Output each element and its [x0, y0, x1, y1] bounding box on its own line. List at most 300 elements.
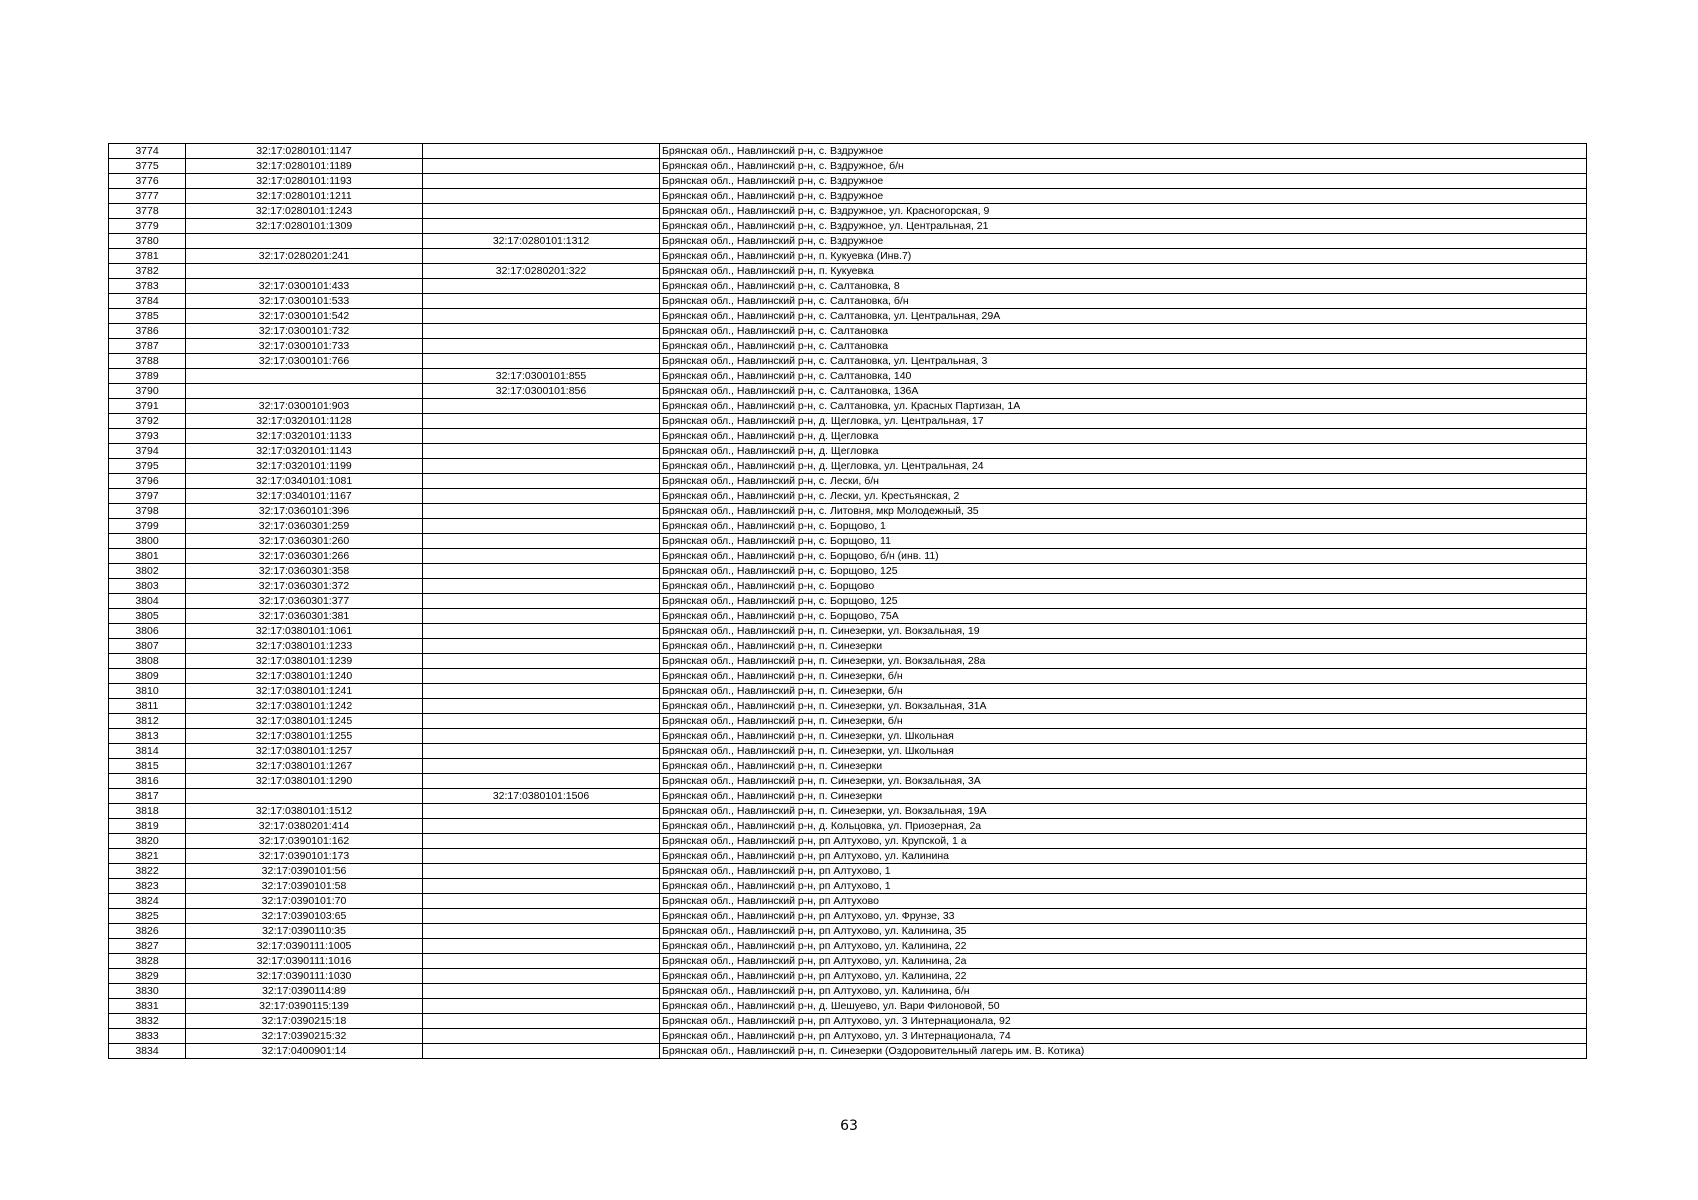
address-cell: Брянская обл., Навлинский р-н, п. Синезерки, б/н	[660, 714, 1587, 729]
table-row	[109, 714, 1587, 729]
cadastral-number-cell: 32:17:0380101:1061	[186, 624, 423, 639]
cadastral-number-cell: 32:17:0390111:1005	[186, 939, 423, 954]
address-cell: Брянская обл., Навлинский р-н, с. Салтановка, 136А	[660, 384, 1587, 399]
address-cell: Брянская обл., Навлинский р-н, рп Алтухово, ул. Калинина, 2а	[660, 954, 1587, 969]
cadastral-number-cell: 32:17:0320101:1143	[186, 444, 423, 459]
table-row	[109, 144, 1587, 159]
table-row	[109, 759, 1587, 774]
address-cell: Брянская обл., Навлинский р-н, рп Алтухово	[660, 894, 1587, 909]
row-number-cell: 3803	[109, 579, 186, 594]
cadastral-number-cell: 32:17:0380201:414	[186, 819, 423, 834]
row-number-cell: 3812	[109, 714, 186, 729]
row-number-cell: 3801	[109, 549, 186, 564]
table-row	[109, 789, 1587, 804]
cadastral-number-alt-cell	[423, 864, 660, 879]
cadastral-number-alt-cell	[423, 894, 660, 909]
address-cell: Брянская обл., Навлинский р-н, с. Салтановка	[660, 339, 1587, 354]
address-cell: Брянская обл., Навлинский р-н, с. Вздружное	[660, 174, 1587, 189]
table-row	[109, 354, 1587, 369]
cadastral-number-cell: 32:17:0280101:1147	[186, 144, 423, 159]
cadastral-number-alt-cell: 32:17:0300101:855	[423, 369, 660, 384]
table-row	[109, 879, 1587, 894]
cadastral-number-alt-cell	[423, 984, 660, 999]
address-cell: Брянская обл., Навлинский р-н, рп Алтухово, ул. Калинина, б/н	[660, 984, 1587, 999]
row-number-cell: 3820	[109, 834, 186, 849]
cadastral-number-cell: 32:17:0300101:766	[186, 354, 423, 369]
row-number-cell: 3780	[109, 234, 186, 249]
cadastral-number-cell: 32:17:0390101:58	[186, 879, 423, 894]
cadastral-number-cell: 32:17:0390101:56	[186, 864, 423, 879]
row-number-cell: 3791	[109, 399, 186, 414]
cadastral-number-alt-cell	[423, 774, 660, 789]
table-row	[109, 774, 1587, 789]
cadastral-number-cell: 32:17:0380101:1512	[186, 804, 423, 819]
row-number-cell: 3831	[109, 999, 186, 1014]
cadastral-number-cell: 32:17:0320101:1199	[186, 459, 423, 474]
table-row	[109, 639, 1587, 654]
row-number-cell: 3778	[109, 204, 186, 219]
cadastral-number-cell: 32:17:0300101:433	[186, 279, 423, 294]
cadastral-number-cell: 32:17:0360301:372	[186, 579, 423, 594]
cadastral-number-cell: 32:17:0360301:377	[186, 594, 423, 609]
registry-body	[109, 144, 1587, 1059]
cadastral-number-cell: 32:17:0300101:903	[186, 399, 423, 414]
cadastral-number-alt-cell	[423, 519, 660, 534]
row-number-cell: 3815	[109, 759, 186, 774]
row-number-cell: 3817	[109, 789, 186, 804]
address-cell: Брянская обл., Навлинский р-н, рп Алтухово, ул. Калинина, 22	[660, 969, 1587, 984]
cadastral-number-alt-cell	[423, 804, 660, 819]
table-row	[109, 984, 1587, 999]
address-cell: Брянская обл., Навлинский р-н, п. Синезерки, б/н	[660, 669, 1587, 684]
address-cell: Брянская обл., Навлинский р-н, д. Шешуево, ул. Вари Филоновой, 50	[660, 999, 1587, 1014]
row-number-cell: 3795	[109, 459, 186, 474]
cadastral-number-alt-cell	[423, 504, 660, 519]
address-cell: Брянская обл., Навлинский р-н, рп Алтухово, ул. Калинина	[660, 849, 1587, 864]
address-cell: Брянская обл., Навлинский р-н, с. Вздружное	[660, 189, 1587, 204]
row-number-cell: 3826	[109, 924, 186, 939]
address-cell: Брянская обл., Навлинский р-н, рп Алтухово, ул. 3 Интернационала, 74	[660, 1029, 1587, 1044]
table-row	[109, 459, 1587, 474]
cadastral-number-cell: 32:17:0390110:35	[186, 924, 423, 939]
cadastral-number-cell: 32:17:0390101:70	[186, 894, 423, 909]
address-cell: Брянская обл., Навлинский р-н, с. Салтановка, ул. Центральная, 3	[660, 354, 1587, 369]
row-number-cell: 3787	[109, 339, 186, 354]
address-cell: Брянская обл., Навлинский р-н, с. Лески, ул. Крестьянская, 2	[660, 489, 1587, 504]
cadastral-number-alt-cell	[423, 744, 660, 759]
cadastral-number-cell: 32:17:0390111:1016	[186, 954, 423, 969]
cadastral-number-alt-cell	[423, 549, 660, 564]
row-number-cell: 3807	[109, 639, 186, 654]
address-cell: Брянская обл., Навлинский р-н, с. Борщово, 125	[660, 564, 1587, 579]
row-number-cell: 3790	[109, 384, 186, 399]
table-row	[109, 579, 1587, 594]
address-cell: Брянская обл., Навлинский р-н, с. Салтановка, ул. Красных Партизан, 1А	[660, 399, 1587, 414]
cadastral-number-cell: 32:17:0300101:542	[186, 309, 423, 324]
table-row	[109, 159, 1587, 174]
cadastral-number-cell	[186, 234, 423, 249]
cadastral-number-alt-cell	[423, 999, 660, 1014]
address-cell: Брянская обл., Навлинский р-н, п. Синезерки	[660, 759, 1587, 774]
address-cell: Брянская обл., Навлинский р-н, с. Салтановка, б/н	[660, 294, 1587, 309]
cadastral-number-cell: 32:17:0360301:358	[186, 564, 423, 579]
cadastral-number-cell: 32:17:0380101:1242	[186, 699, 423, 714]
row-number-cell: 3798	[109, 504, 186, 519]
table-row	[109, 444, 1587, 459]
cadastral-number-cell: 32:17:0280101:1309	[186, 219, 423, 234]
cadastral-number-alt-cell	[423, 204, 660, 219]
address-cell: Брянская обл., Навлинский р-н, рп Алтухово, ул. Крупской, 1 а	[660, 834, 1587, 849]
address-cell: Брянская обл., Навлинский р-н, д. Щегловка	[660, 429, 1587, 444]
table-row	[109, 594, 1587, 609]
cadastral-number-cell: 32:17:0280101:1211	[186, 189, 423, 204]
address-cell: Брянская обл., Навлинский р-н, с. Салтановка, 140	[660, 369, 1587, 384]
cadastral-number-alt-cell: 32:17:0380101:1506	[423, 789, 660, 804]
row-number-cell: 3816	[109, 774, 186, 789]
address-cell: Брянская обл., Навлинский р-н, п. Кукуевка	[660, 264, 1587, 279]
address-cell: Брянская обл., Навлинский р-н, п. Синезерки, ул. Вокзальная, 28а	[660, 654, 1587, 669]
cadastral-number-alt-cell	[423, 924, 660, 939]
row-number-cell: 3776	[109, 174, 186, 189]
page-number: 63	[840, 1118, 858, 1134]
address-cell: Брянская обл., Навлинский р-н, д. Щегловка, ул. Центральная, 24	[660, 459, 1587, 474]
row-number-cell: 3786	[109, 324, 186, 339]
cadastral-number-cell: 32:17:0280101:1193	[186, 174, 423, 189]
table-row	[109, 234, 1587, 249]
cadastral-number-alt-cell	[423, 639, 660, 654]
address-cell: Брянская обл., Навлинский р-н, п. Синезерки, ул. Школьная	[660, 729, 1587, 744]
cadastral-number-cell: 32:17:0280101:1189	[186, 159, 423, 174]
cadastral-number-alt-cell	[423, 939, 660, 954]
table-row	[109, 204, 1587, 219]
cadastral-number-cell: 32:17:0360301:259	[186, 519, 423, 534]
cadastral-number-alt-cell	[423, 879, 660, 894]
table-row	[109, 564, 1587, 579]
cadastral-number-cell: 32:17:0390111:1030	[186, 969, 423, 984]
row-number-cell: 3781	[109, 249, 186, 264]
cadastral-number-cell: 32:17:0400901:14	[186, 1044, 423, 1059]
cadastral-number-cell: 32:17:0300101:733	[186, 339, 423, 354]
cadastral-number-alt-cell: 32:17:0300101:856	[423, 384, 660, 399]
row-number-cell: 3832	[109, 1014, 186, 1029]
cadastral-number-alt-cell	[423, 609, 660, 624]
table-row	[109, 669, 1587, 684]
address-cell: Брянская обл., Навлинский р-н, с. Борщово, 1	[660, 519, 1587, 534]
row-number-cell: 3779	[109, 219, 186, 234]
table-row	[109, 954, 1587, 969]
cadastral-number-alt-cell	[423, 324, 660, 339]
address-cell: Брянская обл., Навлинский р-н, п. Синезерки, ул. Школьная	[660, 744, 1587, 759]
address-cell: Брянская обл., Навлинский р-н, рп Алтухово, ул. 3 Интернационала, 92	[660, 1014, 1587, 1029]
row-number-cell: 3813	[109, 729, 186, 744]
address-cell: Брянская обл., Навлинский р-н, с. Вздружное, ул. Центральная, 21	[660, 219, 1587, 234]
table-row	[109, 189, 1587, 204]
table-row	[109, 504, 1587, 519]
cadastral-number-alt-cell	[423, 309, 660, 324]
row-number-cell: 3800	[109, 534, 186, 549]
cadastral-number-alt-cell	[423, 909, 660, 924]
row-number-cell: 3793	[109, 429, 186, 444]
cadastral-number-alt-cell: 32:17:0280201:322	[423, 264, 660, 279]
cadastral-number-alt-cell	[423, 144, 660, 159]
row-number-cell: 3833	[109, 1029, 186, 1044]
table-row	[109, 729, 1587, 744]
cadastral-number-cell: 32:17:0390103:65	[186, 909, 423, 924]
cadastral-number-cell: 32:17:0340101:1167	[186, 489, 423, 504]
cadastral-number-alt-cell: 32:17:0280101:1312	[423, 234, 660, 249]
row-number-cell: 3827	[109, 939, 186, 954]
cadastral-number-cell: 32:17:0380101:1240	[186, 669, 423, 684]
address-cell: Брянская обл., Навлинский р-н, с. Борщово, 75А	[660, 609, 1587, 624]
address-cell: Брянская обл., Навлинский р-н, рп Алтухово, 1	[660, 879, 1587, 894]
row-number-cell: 3823	[109, 879, 186, 894]
address-cell: Брянская обл., Навлинский р-н, с. Салтановка	[660, 324, 1587, 339]
table-row	[109, 369, 1587, 384]
address-cell: Брянская обл., Навлинский р-н, д. Кольцовка, ул. Приозерная, 2а	[660, 819, 1587, 834]
cadastral-number-alt-cell	[423, 414, 660, 429]
table-row	[109, 249, 1587, 264]
table-row	[109, 699, 1587, 714]
row-number-cell: 3802	[109, 564, 186, 579]
table-row	[109, 849, 1587, 864]
row-number-cell: 3804	[109, 594, 186, 609]
cadastral-number-alt-cell	[423, 654, 660, 669]
cadastral-number-cell: 32:17:0320101:1128	[186, 414, 423, 429]
cadastral-number-alt-cell	[423, 819, 660, 834]
cadastral-number-alt-cell	[423, 954, 660, 969]
table-row	[109, 834, 1587, 849]
table-row	[109, 909, 1587, 924]
row-number-cell: 3811	[109, 699, 186, 714]
cadastral-number-alt-cell	[423, 579, 660, 594]
address-cell: Брянская обл., Навлинский р-н, с. Вздружное, ул. Красногорская, 9	[660, 204, 1587, 219]
row-number-cell: 3810	[109, 684, 186, 699]
table-row	[109, 399, 1587, 414]
address-cell: Брянская обл., Навлинский р-н, рп Алтухово, ул. Фрунзе, 33	[660, 909, 1587, 924]
row-number-cell: 3806	[109, 624, 186, 639]
cadastral-number-alt-cell	[423, 1044, 660, 1059]
row-number-cell: 3829	[109, 969, 186, 984]
table-row	[109, 219, 1587, 234]
table-row	[109, 264, 1587, 279]
cadastral-number-cell: 32:17:0300101:533	[186, 294, 423, 309]
cadastral-number-alt-cell	[423, 354, 660, 369]
address-cell: Брянская обл., Навлинский р-н, с. Борщово	[660, 579, 1587, 594]
address-cell: Брянская обл., Навлинский р-н, д. Щегловка	[660, 444, 1587, 459]
table-row	[109, 384, 1587, 399]
table-row	[109, 609, 1587, 624]
cadastral-number-alt-cell	[423, 474, 660, 489]
address-cell: Брянская обл., Навлинский р-н, п. Синезерки, ул. Вокзальная, 3А	[660, 774, 1587, 789]
address-cell: Брянская обл., Навлинский р-н, рп Алтухово, ул. Калинина, 35	[660, 924, 1587, 939]
cadastral-number-alt-cell	[423, 399, 660, 414]
cadastral-number-cell: 32:17:0380101:1245	[186, 714, 423, 729]
cadastral-number-cell: 32:17:0390115:139	[186, 999, 423, 1014]
cadastral-number-alt-cell	[423, 969, 660, 984]
cadastral-number-cell	[186, 789, 423, 804]
cadastral-number-cell: 32:17:0380101:1241	[186, 684, 423, 699]
row-number-cell: 3784	[109, 294, 186, 309]
table-row	[109, 429, 1587, 444]
address-cell: Брянская обл., Навлинский р-н, с. Вздружное	[660, 234, 1587, 249]
cadastral-number-alt-cell	[423, 429, 660, 444]
row-number-cell: 3825	[109, 909, 186, 924]
cadastral-number-alt-cell	[423, 174, 660, 189]
table-row	[109, 939, 1587, 954]
address-cell: Брянская обл., Навлинский р-н, п. Синезерки	[660, 789, 1587, 804]
cadastral-number-cell: 32:17:0360301:381	[186, 609, 423, 624]
cadastral-number-alt-cell	[423, 159, 660, 174]
address-cell: Брянская обл., Навлинский р-н, п. Синезерки, б/н	[660, 684, 1587, 699]
cadastral-number-cell: 32:17:0280201:241	[186, 249, 423, 264]
row-number-cell: 3805	[109, 609, 186, 624]
cadastral-number-alt-cell	[423, 624, 660, 639]
cadastral-number-cell: 32:17:0380101:1239	[186, 654, 423, 669]
table-row	[109, 339, 1587, 354]
table-row	[109, 684, 1587, 699]
cadastral-number-cell: 32:17:0380101:1257	[186, 744, 423, 759]
table-row	[109, 864, 1587, 879]
address-cell: Брянская обл., Навлинский р-н, с. Салтановка, ул. Центральная, 29А	[660, 309, 1587, 324]
address-cell: Брянская обл., Навлинский р-н, рп Алтухово, 1	[660, 864, 1587, 879]
row-number-cell: 3775	[109, 159, 186, 174]
cadastral-number-alt-cell	[423, 564, 660, 579]
table-row	[109, 804, 1587, 819]
row-number-cell: 3783	[109, 279, 186, 294]
row-number-cell: 3796	[109, 474, 186, 489]
table-row	[109, 1044, 1587, 1059]
row-number-cell: 3824	[109, 894, 186, 909]
cadastral-number-alt-cell	[423, 1014, 660, 1029]
cadastral-number-alt-cell	[423, 294, 660, 309]
cadastral-number-alt-cell	[423, 849, 660, 864]
cadastral-number-alt-cell	[423, 444, 660, 459]
table-row	[109, 309, 1587, 324]
cadastral-number-cell: 32:17:0320101:1133	[186, 429, 423, 444]
address-cell: Брянская обл., Навлинский р-н, с. Литовня, мкр Молодежный, 35	[660, 504, 1587, 519]
cadastral-number-cell	[186, 264, 423, 279]
cadastral-number-alt-cell	[423, 459, 660, 474]
cadastral-number-cell: 32:17:0360301:260	[186, 534, 423, 549]
cadastral-number-alt-cell	[423, 684, 660, 699]
cadastral-number-cell: 32:17:0380101:1267	[186, 759, 423, 774]
cadastral-number-alt-cell	[423, 189, 660, 204]
cadastral-number-alt-cell	[423, 249, 660, 264]
table-row	[109, 654, 1587, 669]
cadastral-number-cell: 32:17:0390101:162	[186, 834, 423, 849]
address-cell: Брянская обл., Навлинский р-н, с. Салтановка, 8	[660, 279, 1587, 294]
row-number-cell: 3789	[109, 369, 186, 384]
table-row	[109, 174, 1587, 189]
row-number-cell: 3794	[109, 444, 186, 459]
table-row	[109, 489, 1587, 504]
cadastral-number-cell: 32:17:0390101:173	[186, 849, 423, 864]
row-number-cell: 3809	[109, 669, 186, 684]
address-cell: Брянская обл., Навлинский р-н, рп Алтухово, ул. Калинина, 22	[660, 939, 1587, 954]
address-cell: Брянская обл., Навлинский р-н, п. Синезерки, ул. Вокзальная, 31А	[660, 699, 1587, 714]
row-number-cell: 3797	[109, 489, 186, 504]
cadastral-number-alt-cell	[423, 714, 660, 729]
table-row	[109, 924, 1587, 939]
cadastral-number-cell: 32:17:0390114:89	[186, 984, 423, 999]
cadastral-number-cell: 32:17:0280101:1243	[186, 204, 423, 219]
cadastral-number-alt-cell	[423, 729, 660, 744]
table-row	[109, 624, 1587, 639]
row-number-cell: 3782	[109, 264, 186, 279]
table-row	[109, 999, 1587, 1014]
table-row	[109, 549, 1587, 564]
cadastral-number-alt-cell	[423, 699, 660, 714]
cadastral-number-cell: 32:17:0390215:32	[186, 1029, 423, 1044]
cadastral-number-cell: 32:17:0380101:1233	[186, 639, 423, 654]
cadastral-number-alt-cell	[423, 219, 660, 234]
address-cell: Брянская обл., Навлинский р-н, с. Борщово, б/н (инв. 11)	[660, 549, 1587, 564]
row-number-cell: 3819	[109, 819, 186, 834]
cadastral-number-alt-cell	[423, 759, 660, 774]
cadastral-number-alt-cell	[423, 669, 660, 684]
row-number-cell: 3808	[109, 654, 186, 669]
cadastral-number-cell	[186, 369, 423, 384]
table-row	[109, 1014, 1587, 1029]
table-row	[109, 474, 1587, 489]
table-row	[109, 534, 1587, 549]
address-cell: Брянская обл., Навлинский р-н, п. Синезерки, ул. Вокзальная, 19А	[660, 804, 1587, 819]
row-number-cell: 3788	[109, 354, 186, 369]
row-number-cell: 3785	[109, 309, 186, 324]
cadastral-number-cell: 32:17:0380101:1290	[186, 774, 423, 789]
table-row	[109, 1029, 1587, 1044]
row-number-cell: 3828	[109, 954, 186, 969]
cadastral-number-alt-cell	[423, 834, 660, 849]
cadastral-number-alt-cell	[423, 594, 660, 609]
cadastral-number-alt-cell	[423, 489, 660, 504]
address-cell: Брянская обл., Навлинский р-н, п. Синезерки	[660, 639, 1587, 654]
cadastral-number-alt-cell	[423, 534, 660, 549]
cadastral-number-alt-cell	[423, 1029, 660, 1044]
address-cell: Брянская обл., Навлинский р-н, с. Вздружное	[660, 144, 1587, 159]
table-row	[109, 279, 1587, 294]
cadastral-number-alt-cell	[423, 339, 660, 354]
cadastral-number-cell: 32:17:0360301:266	[186, 549, 423, 564]
registry-table	[108, 143, 1587, 1059]
cadastral-number-alt-cell	[423, 279, 660, 294]
address-cell: Брянская обл., Навлинский р-н, д. Щегловка, ул. Центральная, 17	[660, 414, 1587, 429]
cadastral-number-cell	[186, 384, 423, 399]
table-row	[109, 819, 1587, 834]
cadastral-number-cell: 32:17:0300101:732	[186, 324, 423, 339]
table-row	[109, 414, 1587, 429]
cadastral-number-cell: 32:17:0390215:18	[186, 1014, 423, 1029]
address-cell: Брянская обл., Навлинский р-н, с. Борщово, 125	[660, 594, 1587, 609]
table-row	[109, 519, 1587, 534]
row-number-cell: 3822	[109, 864, 186, 879]
table-row	[109, 894, 1587, 909]
row-number-cell: 3830	[109, 984, 186, 999]
address-cell: Брянская обл., Навлинский р-н, с. Вздружное, б/н	[660, 159, 1587, 174]
table-row	[109, 324, 1587, 339]
address-cell: Брянская обл., Навлинский р-н, п. Синезерки, ул. Вокзальная, 19	[660, 624, 1587, 639]
row-number-cell: 3777	[109, 189, 186, 204]
address-cell: Брянская обл., Навлинский р-н, с. Борщово, 11	[660, 534, 1587, 549]
table-row	[109, 969, 1587, 984]
row-number-cell: 3774	[109, 144, 186, 159]
address-cell: Брянская обл., Навлинский р-н, п. Синезерки (Оздоровительный лагерь им. В. Котика)	[660, 1044, 1587, 1059]
table-row	[109, 294, 1587, 309]
row-number-cell: 3818	[109, 804, 186, 819]
cadastral-number-cell: 32:17:0380101:1255	[186, 729, 423, 744]
row-number-cell: 3814	[109, 744, 186, 759]
address-cell: Брянская обл., Навлинский р-н, п. Кукуевка (Инв.7)	[660, 249, 1587, 264]
